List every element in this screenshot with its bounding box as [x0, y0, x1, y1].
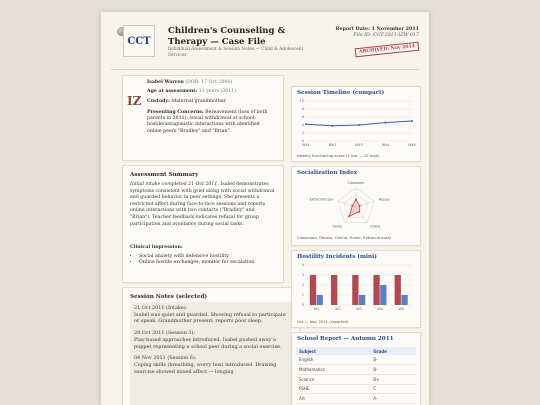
data-point	[305, 123, 307, 125]
timeline-chart	[294, 97, 418, 153]
profile-custody-line	[147, 99, 226, 105]
assessment-card	[122, 165, 284, 283]
bar	[331, 275, 337, 305]
x-tick-label: W5	[398, 307, 405, 311]
document-subtitle: Individual Assessment & Session Notes — Child & Adolescent Services	[168, 47, 304, 59]
y-tick-label: 0	[301, 303, 304, 308]
custody-value: Maternal grandmother	[171, 99, 226, 104]
radar-axis-label: Online	[370, 224, 381, 229]
assessment-text: Isabel demonstrates symptoms consistent with grief along with social withdrawal and guarded behavior in peer settings. She presents a restricted affect during face-to-face sessions and reports online interactions with two contacts ("Bradley" and "Brian"). Teacher feedback indicates refusal for group participation and avoidance during social tasks.	[130, 182, 275, 227]
assessment-body	[130, 182, 276, 228]
y-tick-label: 6	[301, 115, 304, 120]
timeline-card	[291, 86, 421, 162]
assessment-title: Assessment Summary	[130, 172, 199, 178]
age-label: Age at assessment:	[147, 89, 198, 94]
profile-age-line	[147, 89, 236, 95]
timeline-caption: Weekly functioning score (1 low — 10 high)	[297, 153, 380, 158]
x-tick-label: Wk2	[328, 143, 337, 147]
school-report-title: School Report — Autumn 2011	[297, 336, 394, 342]
initials-badge: IZ	[127, 94, 142, 108]
bar	[380, 285, 386, 305]
note-heading: 28 Oct 2011 (Session 3):	[134, 330, 196, 337]
note-heading: 21 Oct 2011 (Intake):	[134, 305, 188, 311]
x-tick-label: Wk3	[355, 143, 363, 147]
clinical-impression-label: Clinical impression:	[130, 245, 183, 250]
hostility-chart	[294, 261, 418, 317]
radar-point	[355, 199, 357, 201]
school-report-card	[291, 332, 421, 405]
data-point	[411, 120, 413, 122]
subject-cell: Science	[296, 374, 370, 384]
table-row	[296, 384, 416, 394]
note-body: Isabel was quiet and guarded. Showing refusal to participate or speak. Grandmother present; reports poor sleep.	[134, 311, 286, 325]
x-tick-label: W1	[313, 307, 320, 311]
x-tick-label: Wk1	[302, 143, 310, 147]
bar	[395, 275, 401, 305]
y-tick-label: 4	[301, 263, 304, 268]
child-name: Isabel Warren	[147, 80, 184, 85]
radar-axis-label: Recess	[378, 197, 390, 202]
hostility-caption: Oct — Nov 2011 (reported)	[297, 319, 349, 324]
y-tick-label: 2	[301, 131, 304, 136]
archived-stamp: ARCHIVED: Nov 2014	[355, 42, 420, 58]
y-tick-label: 2	[301, 283, 304, 288]
grade-cell: B-	[370, 355, 416, 364]
subject-cell: Art	[296, 394, 370, 404]
column-header: Grade	[370, 347, 416, 355]
y-tick-label: 4	[301, 123, 304, 128]
data-point	[358, 124, 360, 126]
file-id: File ID: CCT-2011-IZW-017	[353, 32, 419, 38]
session-notes-scroll[interactable]	[130, 302, 292, 405]
note-body: Play-based approaches introduced. Isabel pushed away a puppet representing a school peer during a social exercise.	[134, 336, 282, 350]
table-row	[296, 355, 416, 364]
grade-cell: B+	[370, 374, 416, 384]
x-tick-label: W2	[334, 307, 341, 311]
y-tick-label: 8	[301, 107, 304, 112]
grade-cell: B-	[370, 364, 416, 374]
intake-note: Initial intake completed 21 Oct 2011.	[130, 182, 219, 187]
subject-cell: Mathematics	[296, 364, 370, 374]
document-title: Children's Counseling & Therapy — Case File	[168, 26, 286, 47]
bar	[401, 295, 407, 305]
bar	[317, 295, 323, 305]
header-divider	[111, 69, 419, 70]
radar-axis-label: Extracurricular	[309, 197, 334, 202]
x-tick-label: Wk4	[381, 143, 390, 147]
radar-point	[351, 205, 353, 207]
hostility-card	[291, 250, 421, 328]
y-tick-label: 1	[301, 293, 304, 298]
case-file-page	[101, 12, 429, 405]
concerns-value: Bereavement (loss of both parents in 2011); social withdrawal at school; hostile/antagonistic interactions with identified online peers "Bradley" and "Brian".	[147, 110, 268, 134]
bar	[352, 275, 358, 305]
socialization-card	[291, 166, 421, 246]
hostility-title: Hostility Incidents (mini)	[297, 254, 377, 260]
profile-card	[122, 75, 284, 161]
data-point	[332, 125, 334, 127]
x-tick-label: Wk5	[408, 143, 416, 147]
note-heading: 04 Nov 2011 (Session 6):	[134, 355, 197, 362]
subject-cell: English	[296, 355, 370, 364]
radar-point	[358, 211, 360, 213]
session-note	[134, 330, 288, 350]
column-header: Subject	[296, 347, 370, 355]
table-row	[296, 394, 416, 404]
session-note	[134, 355, 288, 375]
session-notes-card	[122, 287, 300, 405]
y-tick-label: 3	[301, 273, 304, 278]
socialization-radar	[294, 179, 418, 235]
bar	[359, 295, 365, 305]
school-report-table-wrap	[296, 347, 416, 404]
table-row	[296, 364, 416, 374]
report-date: Report Date: 1 November 2011	[335, 26, 419, 32]
bar	[310, 275, 316, 305]
impression-item: • Online hostile exchanges; monitor for escalation	[139, 260, 285, 266]
y-tick-label: 0	[301, 139, 304, 144]
socialization-title: Socialization Index	[297, 170, 357, 176]
radar-axis-label: Classroom	[347, 181, 365, 185]
y-tick-label: 10	[299, 99, 304, 104]
grade-cell: A-	[370, 394, 416, 404]
report-info	[336, 26, 419, 39]
socialization-caption: Classroom, Recess, Online, Home, Extracurricular	[297, 235, 392, 240]
radar-point	[348, 215, 350, 217]
impression-list	[130, 254, 285, 267]
age-value: 11 years (2011)	[198, 89, 237, 94]
concerns-label: Presenting Concerns:	[147, 110, 204, 115]
x-tick-label: W3	[356, 307, 362, 311]
subject-cell: PSHE	[296, 384, 370, 394]
school-report-table	[296, 347, 416, 404]
session-notes-title: Session Notes (selected)	[130, 294, 207, 300]
cct-logo: CCT	[123, 25, 155, 57]
radar-axis-label: Home	[332, 224, 342, 229]
table-row	[296, 374, 416, 384]
x-tick-label: W4	[377, 307, 384, 311]
profile-concerns	[147, 110, 275, 135]
grade-cell: C	[370, 384, 416, 394]
note-body: Coping skills (breathing, worry box) introduced. Drawing exercise showed mixed affect — longing	[134, 361, 277, 375]
radar-point	[359, 205, 361, 207]
timeline-title: Session Timeline (compact)	[297, 90, 385, 96]
child-dob: (DOB: 17 Oct 2000)	[185, 80, 233, 85]
custody-label: Custody:	[147, 99, 170, 104]
profile-name-line	[147, 80, 232, 86]
session-note	[134, 305, 288, 325]
table-header-row	[296, 347, 416, 355]
bar	[373, 275, 379, 305]
impression-item: • Social anxiety with defensive hostility	[139, 254, 285, 260]
data-point	[385, 122, 387, 124]
